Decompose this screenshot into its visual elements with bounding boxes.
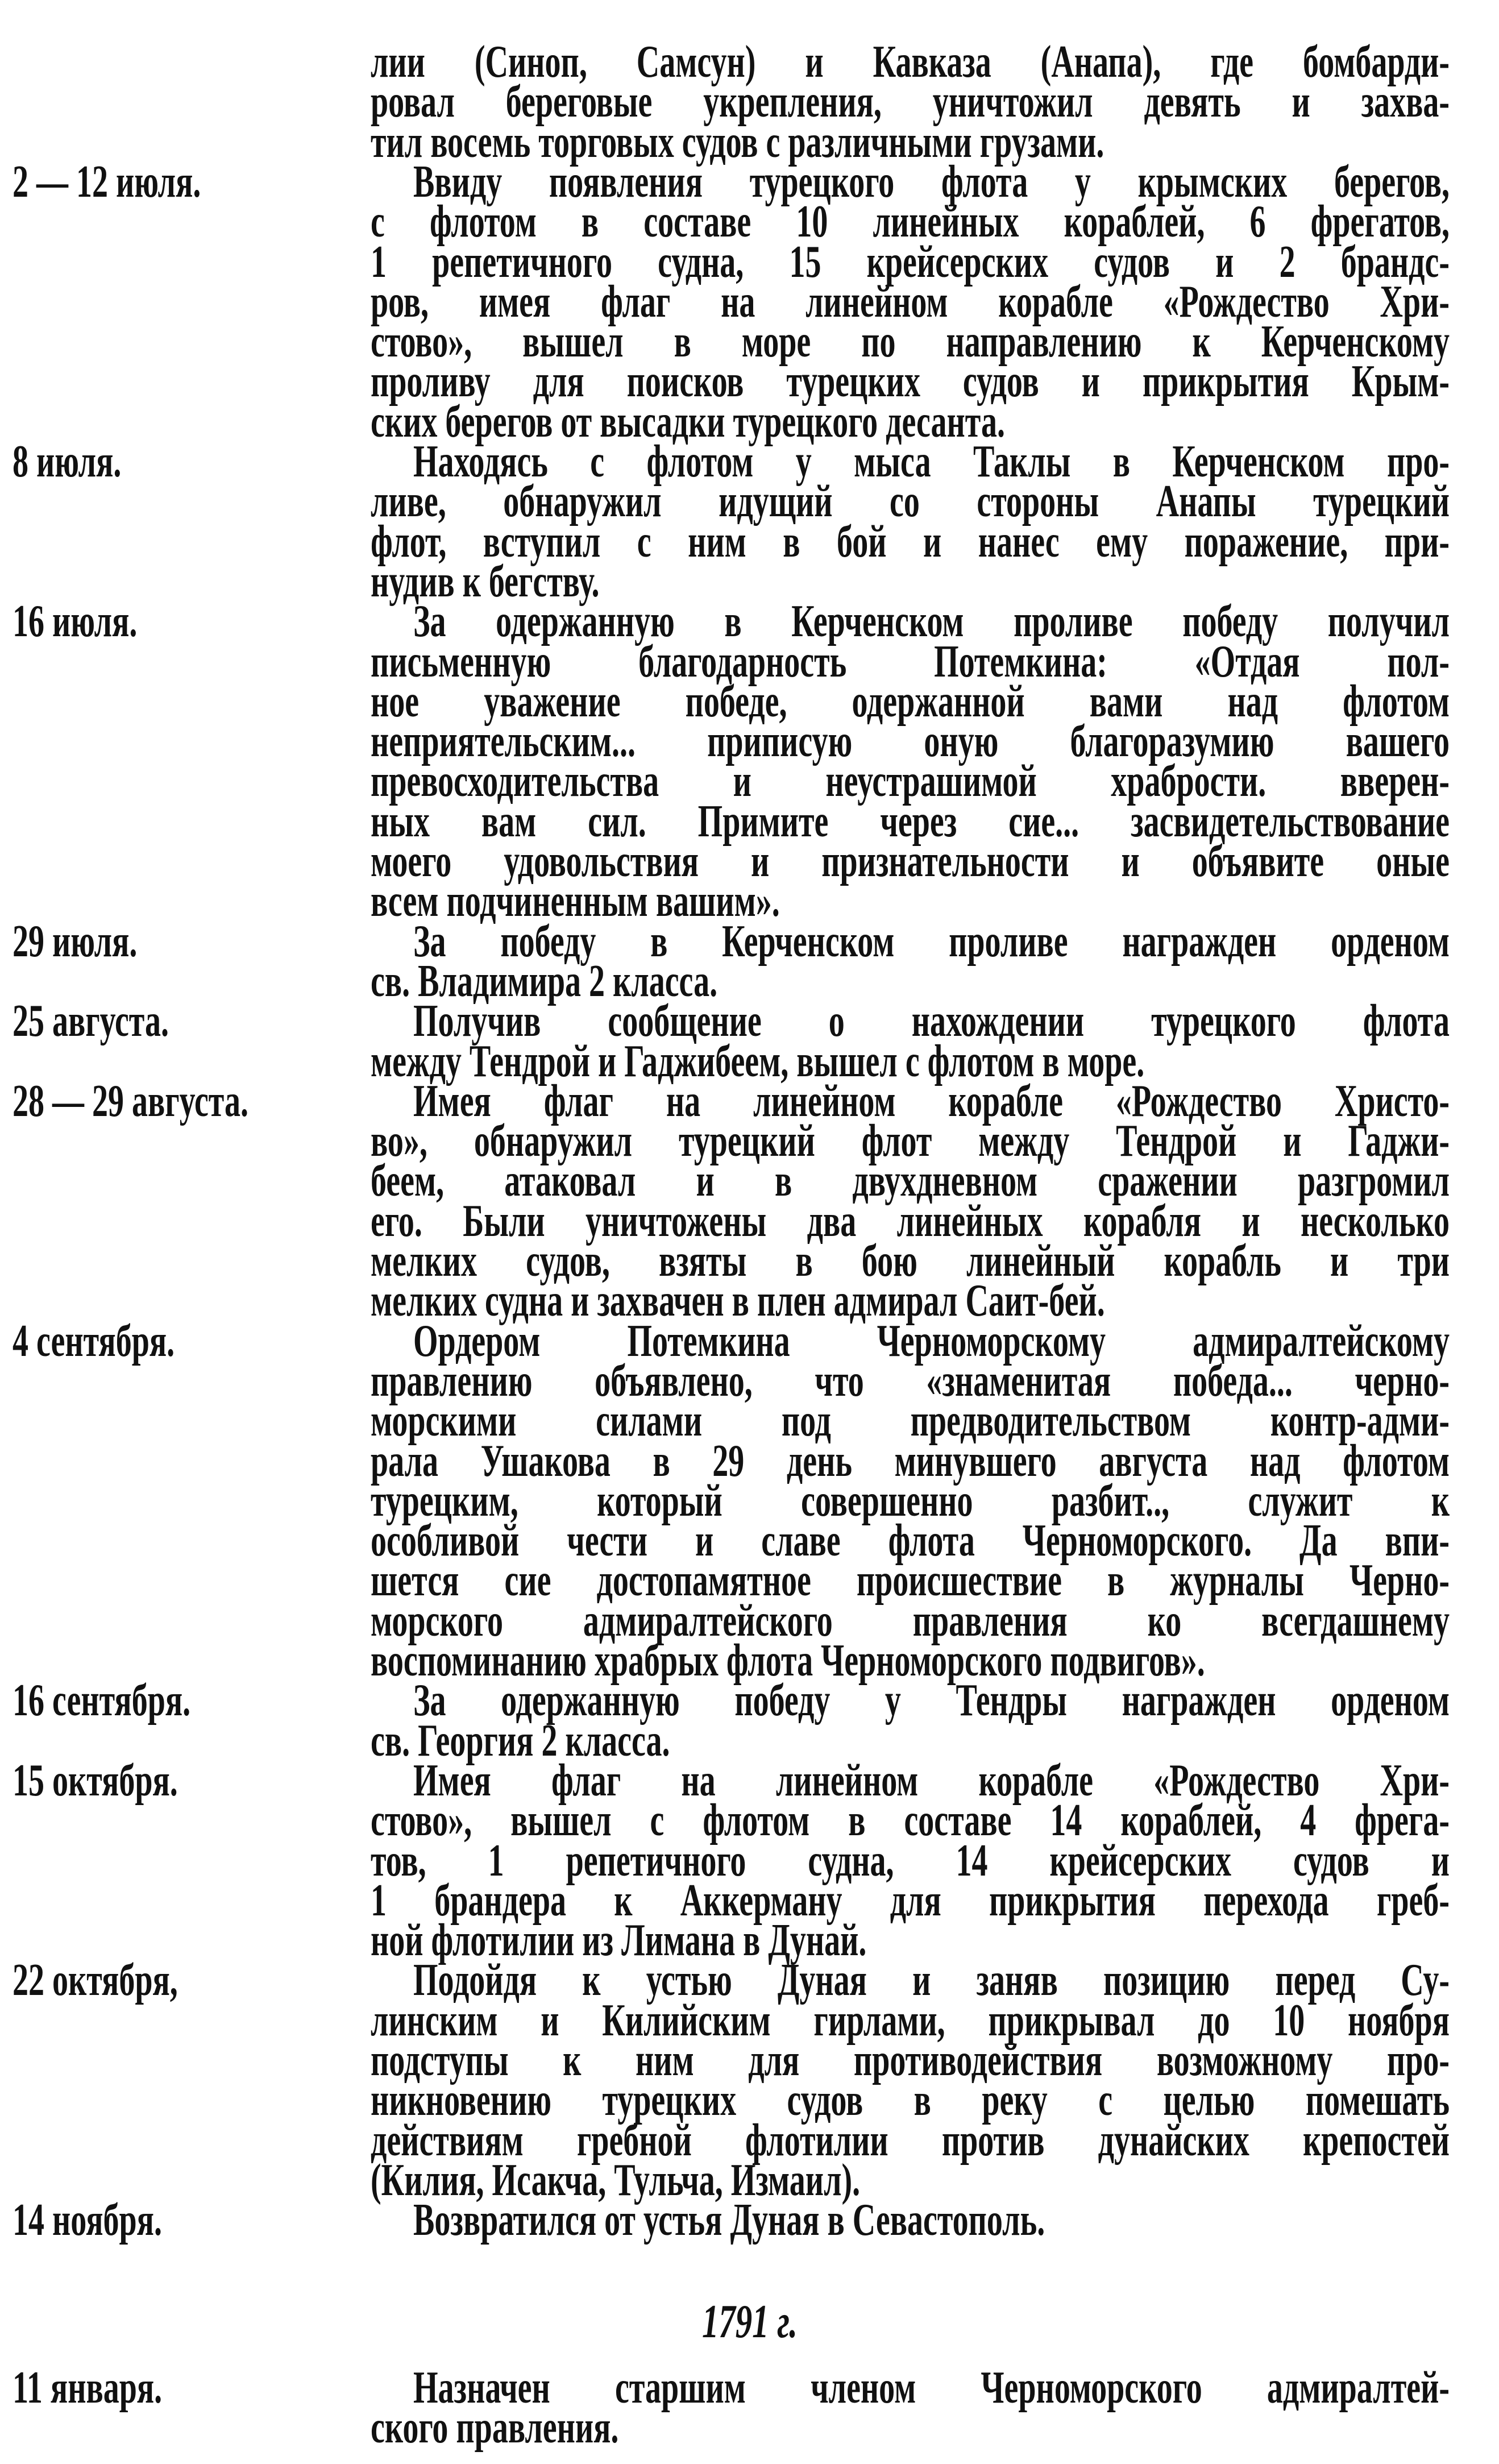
entry-date: 16 июля. xyxy=(13,596,138,647)
entry-text-line: превосходительства и неустрашимой храбрости. вверен- xyxy=(371,756,1450,807)
entry-date: 16 сентября. xyxy=(13,1675,191,1726)
entry-text-line: морского адмиралтейского правления ко всегдашнему xyxy=(371,1595,1450,1646)
entry-text-line: морскими силами под предводительством контр-адми- xyxy=(371,1396,1450,1446)
entry-text-line: ров, имея флаг на линейном корабле «Рождество Хри- xyxy=(371,276,1450,327)
entry-text-line: (Килия, Исакча, Тульча, Измаил). xyxy=(371,2155,861,2205)
entry-text-line: нудив к бегству. xyxy=(371,556,600,607)
entry-text-line: его. Были уничтожены два линейных корабля и несколько xyxy=(371,1196,1450,1246)
entry-text-line: св. Георгия 2 класса. xyxy=(371,1715,670,1766)
entry-text-line: во», обнаружил турецкий флот между Тендрой и Гаджи- xyxy=(371,1116,1450,1167)
entry-text-line: всем подчиненным вашим». xyxy=(371,876,780,927)
entry-date: 29 июля. xyxy=(13,916,138,966)
entry-text-line: Имея флаг на линейном корабле «Рождество Христо- xyxy=(413,1076,1450,1126)
entry-date: 25 августа. xyxy=(13,996,169,1047)
entry-text-line: ливе, обнаружил идущий со стороны Анапы турецкий xyxy=(371,476,1450,527)
entry-text-line: ных вам сил. Примите через сие... засвидетельствование xyxy=(371,796,1450,847)
entry-text-line: 1 брандера к Аккерману для прикрытия перехода греб- xyxy=(371,1875,1450,1926)
entry-text-line: За одержанную победу у Тендры награжден орденом xyxy=(413,1675,1450,1726)
entry-text-line: лии (Синоп, Самсун) и Кавказа (Анапа), где бомбарди- xyxy=(371,37,1450,87)
entry-text-line: воспоминанию храбрых флота Черноморского подвигов». xyxy=(371,1636,1205,1686)
entry-date: 15 октября. xyxy=(13,1755,178,1806)
entry-text-line: Получив сообщение о нахождении турецкого флота xyxy=(413,996,1450,1047)
entry-text-line: никновению турецких судов в реку с целью помешать xyxy=(371,2075,1450,2126)
entry-text-line: подступы к ним для противодействия возможному про- xyxy=(371,2035,1450,2085)
entry-text-line: тил восемь торговых судов с различными грузами. xyxy=(371,117,1104,167)
entry-text-line: моего удовольствия и признательности и объявите оные xyxy=(371,836,1450,886)
entry-text-line: Ввиду появления турецкого флота у крымских берегов, xyxy=(413,156,1450,207)
entry-text-line: неприятельским... приписую оную благоразумию вашего xyxy=(371,716,1450,767)
entry-text-line: с флотом в составе 10 линейных кораблей, 6 фрегатов, xyxy=(371,197,1450,247)
entry-text-line: ских берегов от высадки турецкого десанта. xyxy=(371,396,1005,447)
entry-text-line: флот, вступил с ним в бой и нанес ему поражение, при- xyxy=(371,516,1450,567)
entry-text-line: стово», вышел в море по направлению к Керченскому xyxy=(371,317,1450,367)
year-heading-text: 1791 г. xyxy=(701,2295,798,2348)
entry-date: 4 сентября. xyxy=(13,1316,175,1366)
entry-text-line: ной флотилии из Лимана в Дунай. xyxy=(371,1915,867,1966)
entry-text-line: ное уважение победе, одержанной вами над флотом xyxy=(371,676,1450,727)
entry-text-line: стово», вышел с флотом в составе 14 кораблей, 4 фрега- xyxy=(371,1795,1450,1846)
entry-text-line: особливой чести и славе флота Черноморского. Да впи- xyxy=(371,1516,1450,1566)
entry-text-line: тов, 1 репетичного судна, 14 крейсерских судов и xyxy=(371,1835,1450,1886)
entry-text-line: турецким, который совершенно разбит.., служит к xyxy=(371,1475,1450,1526)
entry-text-line: проливу для поисков турецких судов и прикрытия Крым- xyxy=(371,356,1450,407)
entry-date: 28 — 29 августа. xyxy=(13,1076,249,1126)
entry-text-line: рала Ушакова в 29 день минувшего августа над флотом xyxy=(371,1436,1450,1486)
entry-date: 14 ноября. xyxy=(13,2195,162,2246)
entry-text-line: линским и Килийским гирлами, прикрывал до 10 ноября xyxy=(371,1995,1450,2046)
entry-date: 11 января. xyxy=(13,2363,163,2413)
entry-text-line: За одержанную в Керченском проливе победу получил xyxy=(413,596,1450,647)
entry-text-line: шется сие достопамятное происшествие в журналы Черно- xyxy=(371,1555,1450,1606)
entry-text-line: между Тендрой и Гаджибеем, вышел с флотом в море. xyxy=(371,1036,1145,1086)
entry-text-line: ровал береговые укрепления, уничтожил девять и захва- xyxy=(371,77,1450,127)
entry-text-line: Подойдя к устью Дуная и заняв позицию перед Су- xyxy=(413,1955,1450,2006)
entry-text-line: св. Владимира 2 класса. xyxy=(371,956,718,1006)
entry-text-line: мелких судов, взяты в бою линейный корабль и три xyxy=(371,1236,1450,1286)
entry-text-line: Возвратился от устья Дуная в Севастополь. xyxy=(413,2195,1045,2246)
entry-text-line: За победу в Керченском проливе награжден орденом xyxy=(413,916,1450,966)
entry-text-line: мелких судна и захвачен в плен адмирал Саит-бей. xyxy=(371,1276,1105,1326)
entry-text-line: Ордером Потемкина Черноморскому адмиралтейскому xyxy=(413,1316,1450,1366)
entry-text-line: ского правления. xyxy=(371,2403,619,2453)
entry-text-line: беем, атаковал и в двухдневном сражении разгромил xyxy=(371,1156,1450,1206)
entry-text-line: Назначен старшим членом Черноморского адмиралтей- xyxy=(413,2363,1450,2413)
entry-text-line: письменную благодарность Потемкина: «Отдая пол- xyxy=(371,636,1450,687)
entry-text-line: правлению объявлено, что «знаменитая победа... черно- xyxy=(371,1355,1450,1406)
entry-date: 2 — 12 июля. xyxy=(13,156,201,207)
year-heading xyxy=(0,2295,1499,2348)
entry-text-line: действиям гребной флотилии против дунайских крепостей xyxy=(371,2115,1450,2166)
entry-text-line: 1 репетичного судна, 15 крейсерских судов и 2 брандс- xyxy=(371,237,1450,287)
entry-text-line: Имея флаг на линейном корабле «Рождество Хри- xyxy=(413,1755,1450,1806)
entry-date: 22 октября, xyxy=(13,1955,178,2006)
entry-date: 8 июля. xyxy=(13,437,122,487)
entry-text-line: Находясь с флотом у мыса Таклы в Керченском про- xyxy=(413,437,1450,487)
